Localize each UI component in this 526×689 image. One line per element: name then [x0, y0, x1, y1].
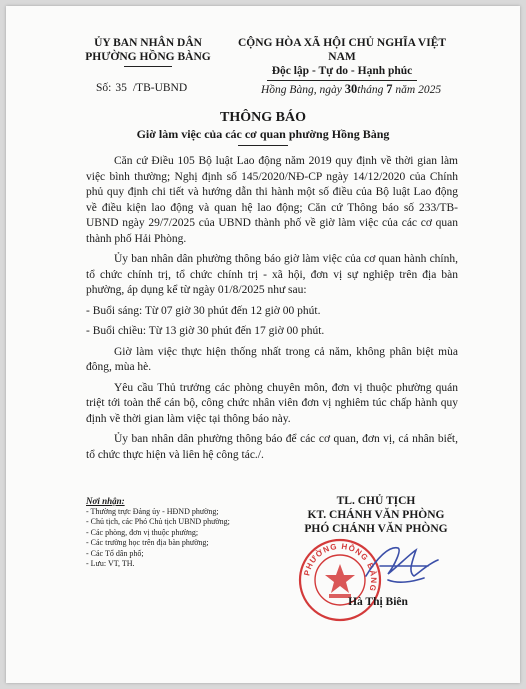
date-place: Hồng Bàng, ngày [261, 84, 345, 96]
paragraph-year-round: Giờ làm việc thực hiện thống nhất trong cả năm, không phân biệt mùa đông, mùa hè. [86, 345, 458, 373]
document-title: THÔNG BÁO [220, 110, 306, 125]
doc-number-suffix: /TB-UBND [132, 82, 188, 94]
nation-name: CỘNG HÒA XÃ HỘI CHỦ NGHĨA VIỆT NAM [237, 37, 447, 63]
date-day: 30 [344, 82, 358, 96]
recipient-item: - Các phòng, đơn vị thuộc phường; [86, 527, 199, 537]
handwritten-signature-icon [358, 536, 448, 596]
recipients-list [86, 496, 261, 570]
national-motto [228, 36, 456, 81]
recipient-item: - Thường trực Đảng ủy - HĐND phường; [86, 506, 219, 516]
motto-underline [267, 80, 417, 81]
paragraph-legal-basis: Căn cứ Điều 105 Bộ luật Lao động năm 2019 quy định về thời gian làm việc bình thường; Nghị định số 145/2020/NĐ-CP ngày 14/12/2020 của Chính phủ quy định chi tiết và hướng dẫn thi hành một số điều của Bộ luật Lao động về điều kiện lao động và quan hệ lao động; Căn cứ Thông báo số 233/TB-UBND ngày 29/7/2025 của UBND thành phố về giờ làm việc của các cơ quan thành phố Hải Phòng. [86, 155, 458, 245]
signer-name: Hà Thị Biên [348, 596, 408, 608]
document-body [86, 154, 458, 468]
authority-line-1: ỦY BAN NHÂN DÂN [94, 37, 202, 49]
date-year: năm 2025 [392, 84, 442, 96]
recipients-label: Nơi nhận: [86, 496, 125, 506]
doc-number-prefix: Số: [96, 82, 112, 94]
doc-number-value: 35 [115, 82, 127, 94]
svg-text:PHƯỜNG HỒNG BÀNG: PHƯỜNG HỒNG BÀNG [302, 541, 379, 593]
document-page [6, 6, 520, 683]
paragraph-requirement: Yêu cầu Thủ trưởng các phòng chuyên môn, đơn vị thuộc phường quán triệt tới toàn thể cán bộ, công chức nhân viên đơn vị nghiêm túc chấp hành quy định về thời gian làm việc tại thông báo này. [86, 381, 458, 425]
recipient-item: - Lưu: VT, TH. [86, 559, 135, 568]
recipient-item: - Các Tổ dân phố; [86, 548, 144, 558]
paragraph-afternoon-hours: - Buổi chiều: Từ 13 giờ 30 phút đến 17 giờ 00 phút. [86, 325, 325, 337]
subtitle-underline [238, 145, 288, 146]
issuing-authority [78, 36, 218, 67]
signature-block [276, 494, 476, 536]
paragraph-morning-hours: - Buổi sáng: Từ 07 giờ 30 phút đến 12 giờ 00 phút. [86, 304, 321, 317]
motto: Độc lập - Tự do - Hạnh phúc [271, 65, 413, 77]
recipient-item: - Các trường học trên địa bàn phường; [86, 538, 209, 547]
paragraph-announcement: Ủy ban nhân dân phường thông báo giờ làm việc của cơ quan hành chính, tổ chức chính trị, tổ chức chính trị - xã hội, đơn vị sự nghiệp trên địa bàn phường, áp dụng kể từ ngày 01/8/2025 như sau: [86, 253, 458, 296]
issue-date [261, 82, 441, 97]
paragraph-closing: Ủy ban nhân dân phường thông báo để các cơ quan, đơn vị, cá nhân biết, tổ chức thực hiện và liên hệ công tác./. [86, 433, 458, 461]
authority-line-2: PHƯỜNG HỒNG BÀNG [85, 51, 211, 63]
authority-underline [124, 66, 172, 67]
signature-line-2: KT. CHÁNH VĂN PHÒNG [307, 509, 445, 521]
date-month-label: tháng [357, 84, 387, 96]
date-month: 7 [386, 82, 393, 96]
recipient-item: - Chủ tịch, các Phó Chủ tịch UBND phường; [86, 517, 230, 526]
document-subtitle: Giờ làm việc của các cơ quan phường Hồng Bàng [136, 127, 390, 141]
signature-line-3: PHÓ CHÁNH VĂN PHÒNG [304, 523, 448, 535]
signature-line-1: TL. CHỦ TỊCH [336, 495, 416, 507]
document-number [96, 82, 187, 94]
